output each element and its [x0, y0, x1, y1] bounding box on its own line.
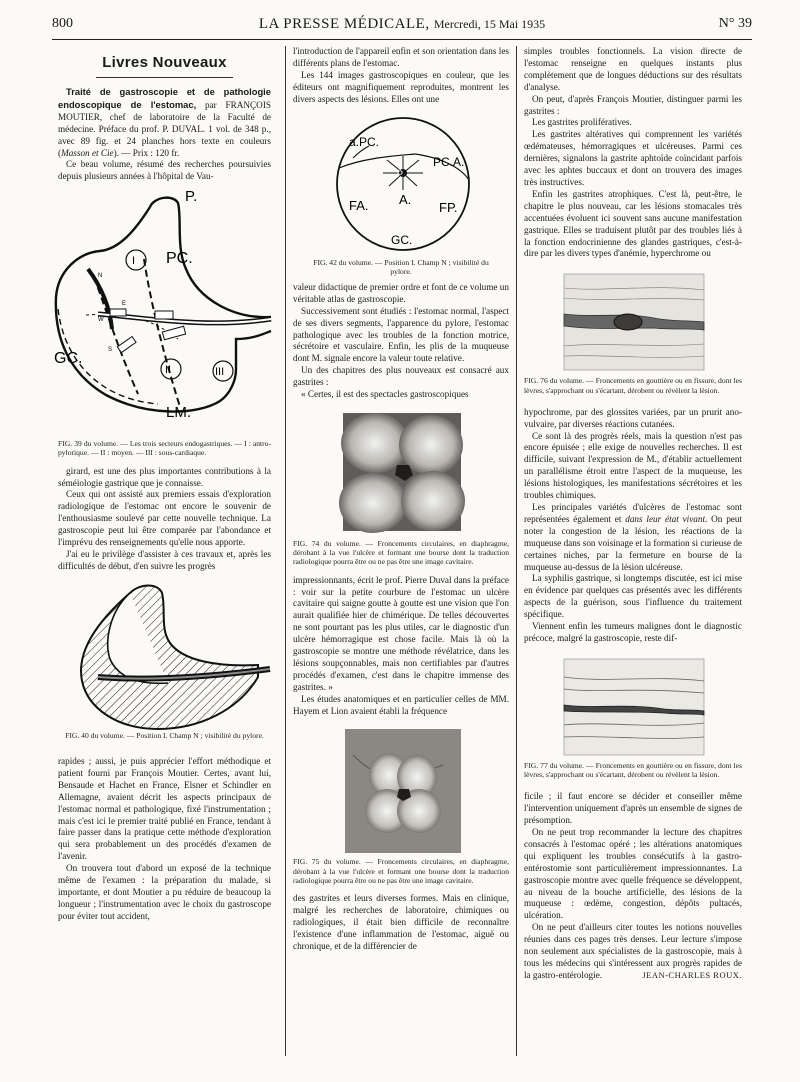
label-s: S: [108, 347, 113, 354]
paragraph: Ceux qui ont assisté aux premiers essais d'exploration radiologique de l'estomac ont encore le souvenir de l'enthousiasme soulevé par cette nouvelle technique. La gastroscopie peut lui être comparée par l'abondance et l'imprévu des renseignements qu'elle nous apporte.: [58, 489, 271, 548]
section-rule: [96, 77, 233, 78]
label-p: P: [397, 168, 404, 179]
paragraph: simples troubles fonctionnels. La vision directe de l'estomac renseigne en quelques instants plus complètement que de longues déductions sur des résultats d'analyse.: [524, 46, 742, 92]
section-title: Livres Nouveaux: [102, 54, 227, 71]
author-signature: JEAN-CHARLES ROUX.: [642, 969, 742, 980]
label-fa: FA.: [349, 197, 369, 213]
paragraph: rapides ; aussi, je puis apprécier l'effort méthodique et patient fourni par François Moutier. Certes, avant lui, Bensaude et Hachet en France, Elsner et Schindler en Allemagne, avaient décrit les aspects principaux de l'estomac normal et pathologique, fixé l'instrumentation ; mais c'est ici le premier traité publié en France, tendant à faire passer dans la pratique cette méthode d'exploration qui sera probablement un des procédés d'examen de l'avenir.: [58, 756, 271, 862]
journal-title: LA PRESSE MÉDICALE,: [258, 16, 430, 32]
paragraph: des gastrites et leurs diverses formes. Mais en clinique, malgré les recherches de laboratoire, chimiques ou radiologiques, il était bien difficile de reconnaître l'existence d'une inflammation de l'estomac, aiguë ou chronique, et de la différencier de: [293, 893, 509, 951]
header-rule: [52, 39, 752, 40]
paragraph: valeur didactique de premier ordre et font de ce volume un véritable atlas de gastroscopie.: [293, 281, 509, 304]
label-sector-iii: III: [215, 366, 225, 379]
paragraph: On peut, d'après François Moutier, distinguer parmi les gastrites :: [524, 93, 742, 116]
paragraph: girard, est une des plus importantes contributions à la séméiologie gastrique que je connaisse.: [58, 465, 271, 488]
label-p: P.: [185, 188, 198, 206]
figure-40-stomach-position: [58, 581, 271, 731]
label-e: E: [122, 301, 127, 308]
figure-76-caption: FIG. 76 du volume. — Froncements en gouttière ou en fissure, dont les lèvres, s'approchant ou s'écartant, dérobent ou révèlent la lésion.: [524, 376, 742, 395]
paragraph: l'introduction de l'appareil enfin et son orientation dans les différents plans de l'estomac.: [293, 46, 509, 68]
paragraph: Un des chapitres des plus nouveaux est consacré aux gastrites :: [293, 365, 509, 388]
paragraph: hypochrome, par des glossites variées, par un prurit ano-vulvaire, par diverses réactions cutanées.: [524, 406, 742, 429]
figure-77-caption: FIG. 77 du volume. — Froncements en gouttière ou en fissure, dont les lèvres, s'approchant ou s'écartant, dérobent ou révèlent la lésion.: [524, 760, 742, 780]
book-title: Traité de gastroscopie et de pathologie endoscopique de l'estomac,: [58, 86, 271, 110]
label-a: A.: [399, 191, 412, 207]
label-lm: LM.: [166, 404, 192, 422]
label-fp: FP.: [439, 199, 458, 215]
label-sector-ii: II: [165, 364, 172, 377]
paragraph: On ne peut d'ailleurs citer toutes les notions nouvelles réunies dans ces pages très denses. Leur lecture s'impose non seulement aux spécialistes de la gastroscopie, mais à tous les médecins qui s'intéressent aux progrès rapides de la gastro-entérologie. JEAN-CHARLES ROUX.: [524, 922, 742, 980]
column-2: [293, 46, 509, 953]
label-gc: GC.: [54, 350, 83, 368]
figure-77-fissure-image: [524, 653, 742, 761]
figure-40-caption: FIG. 40 du volume. — Position I. Champ N ; visibilité du pylore.: [65, 730, 264, 740]
paragraph: impressionnants, écrit le prof. Pierre Duval dans la préface : voir sur la petite courbure de l'estomac un ulcère cavitaire qui saigne goutte à goutte est une vision que l'on aurait qualifiée hier de chimérique. De telles découvertes ne sont pourtant pas les plus utiles, car le diagnostic d'un ulcère hémorragique est chose facile. Mais là où la gastroscopie se montre une méthode révélatrice, dans les lésions soupçonnables, mais non certifiables par d'autres procédés d'examen, c'est dans le chapitre immense des gastrites. »: [293, 574, 509, 692]
figure-39-stomach-sectors: [54, 188, 271, 439]
paragraph: On ne peut trop recommander la lecture des chapitres consacrés à l'estomac opéré ; les altérations anatomiques qui expliquent les troubles consécutifs à la gastro-entérostomie sont particulièrement impressionnantes. La gastroscopie montre avec quelle fréquence se développent, au niveau de la bouche artificielle, des lésions de la muqueuse : œdème, congestion, dépôts pultacés, ulcération.: [524, 826, 742, 921]
figure-74-gastroscopic-image: [293, 409, 509, 539]
paragraph: Les principales variétés d'ulcères de l'estomac sont représentées également et dans leur état vivant. On peut noter la congestion de la lésion, les réactions de la muqueuse dans son voisinage et la formation si curieuse de certaines niches, par la fermeture en bourse de la muqueuse au-dessus de la lésion ulcéreuse.: [524, 501, 743, 572]
page-number: 800: [52, 16, 73, 31]
paragraph: On trouvera tout d'abord un exposé de la technique même de l'examen : la préparation du malade, si importante, et dont Moutier a pu réduire de beaucoup la longueur ; l'instrumentation avec le choix du gastroscope pour éviter tout accident,: [58, 863, 271, 921]
figure-75-caption: FIG. 75 du volume. — Froncements circulaires, en diaphragme, dérobant à la vue l'ulcère et formant une bourse dont la traduction radiologique pourra être ou ne pas être une image cavitaire.: [293, 857, 509, 885]
column-divider: [285, 46, 286, 1056]
label-n: N: [98, 273, 103, 280]
label-gc: GC.: [391, 232, 413, 247]
figure-76-fissure-image: [524, 268, 742, 376]
paragraph: Les gastrites prolifératives.: [532, 117, 632, 128]
figure-39-caption: FIG. 39 du volume. — Les trois secteurs endogastriques. — I : antro-pylorique. — II : moyen. — III : sous-cardiaque.: [58, 439, 271, 458]
book-entry: Traité de gastroscopie et de pathologie endoscopique de l'estomac, par FRANÇOIS MOUTIER, chef de laboratoire de la Faculté de médecine. Préface du prof. P. DUVAL. 1 vol. de 348 p., avec 89 fig. et 24 planches hors texte en couleurs (Masson et Cie). — Prix : 120 fr.: [58, 86, 271, 158]
paragraph: Viennent enfin les tumeurs malignes dont le diagnostic précoce, malgré la gastroscopie, reste dif-: [524, 621, 742, 643]
label-pca: PC.A.: [433, 154, 465, 169]
paragraph: J'ai eu le privilège d'assister à ces travaux et, après les difficultés de début, d'en suivre les progrès: [58, 549, 271, 571]
column-3: [524, 46, 742, 982]
paragraph: Les gastrites altératives qui comprennent les variétés œdémateuses, hémorragiques et ulcéreuses. Parmi ces dernières, signalons la gastrite aphtoïde coïncidant parfois avec les aphtes buccaux et dont on trouvera des images très instructives.: [524, 129, 742, 187]
paragraph: Les études anatomiques et en particulier celles de MM. Hayem et Lion avaient établi la fréquence: [293, 693, 509, 716]
paragraph: ficile ; il faut encore se décider et conseiller même l'intervention uniquement d'après un ensemble de signes de présomption.: [524, 791, 742, 826]
paragraph: « Certes, il est des spectacles gastroscopiques: [301, 389, 469, 400]
masthead: [52, 16, 752, 33]
paragraph: Les 144 images gastroscopiques en couleur, que les éditeurs ont magnifiquement reproduites, montrent les divers aspects des lésions. Elles ont une: [293, 69, 509, 104]
column-1: [54, 46, 271, 923]
page-header: [52, 16, 752, 36]
issue-number: N° 39: [718, 16, 752, 31]
figure-75-gastroscopic-image: [293, 725, 509, 857]
paragraph: Successivement sont étudiés : l'estomac normal, l'aspect de ses divers segments, l'apparence du pylore, l'estomac pathologique avec les troubles de la fonction motrice, sécrétoire et vasculaire. Enfin, les plis de la muqueuse dont M. signale encore la valeur toute relative.: [293, 305, 509, 364]
figure-42-caption: FIG. 42 du volume. — Position I. Champ N ; visibilité du pylore.: [313, 257, 489, 276]
paragraph: Ce sont là des progrès réels, mais la question n'est pas encore épuisée ; elle exige de nouvelles recherches. Il est difficile, suivant l'expression de M., d'établir actuellement un parallélisme étroit entre l'aspect de la muqueuse, les lésions histologiques, les manifestations sécrétoires et les troubles chimiques.: [524, 430, 742, 501]
figure-42-endoscopic-field: [293, 108, 509, 258]
paragraph: Ce beau volume, résumé des recherches poursuivies depuis plusieurs années à l'hôpital de Vau-: [58, 159, 271, 182]
label-w: W: [98, 317, 104, 324]
paragraph: Enfin les gastrites atrophiques. C'est là, peut-être, le chapitre le plus nouveau, car les lésions stomacales très accentuées évoluent ici souvent sans aucune manifestation gastrique. Elles se traduisent plutôt par des troubles liés à la fonction endocrinienne des glandes gastriques, c'est-à-dire par les divers types d'anémie, hyperchrome ou: [524, 188, 742, 259]
figure-74-caption: FIG. 74 du volume. — Froncements circulaires, en diaphragme, dérobant à la vue l'ulcère et formant une bourse dont la traduction radiologique pourra être ou ne pas être une image cavitaire.: [293, 539, 509, 567]
paragraph: La syphilis gastrique, si longtemps discutée, est ici mise en évidence par quelques cas présentés avec les différents aspects de la guérison, sous l'influence du traitement spécifique.: [524, 573, 742, 620]
column-divider: [516, 46, 517, 1056]
label-apc: a.PC.: [349, 134, 380, 149]
label-sector-i: I: [132, 255, 136, 268]
label-pc: PC.: [166, 250, 193, 268]
issue-date: Mercredi, 15 Mai 1935: [433, 17, 546, 31]
